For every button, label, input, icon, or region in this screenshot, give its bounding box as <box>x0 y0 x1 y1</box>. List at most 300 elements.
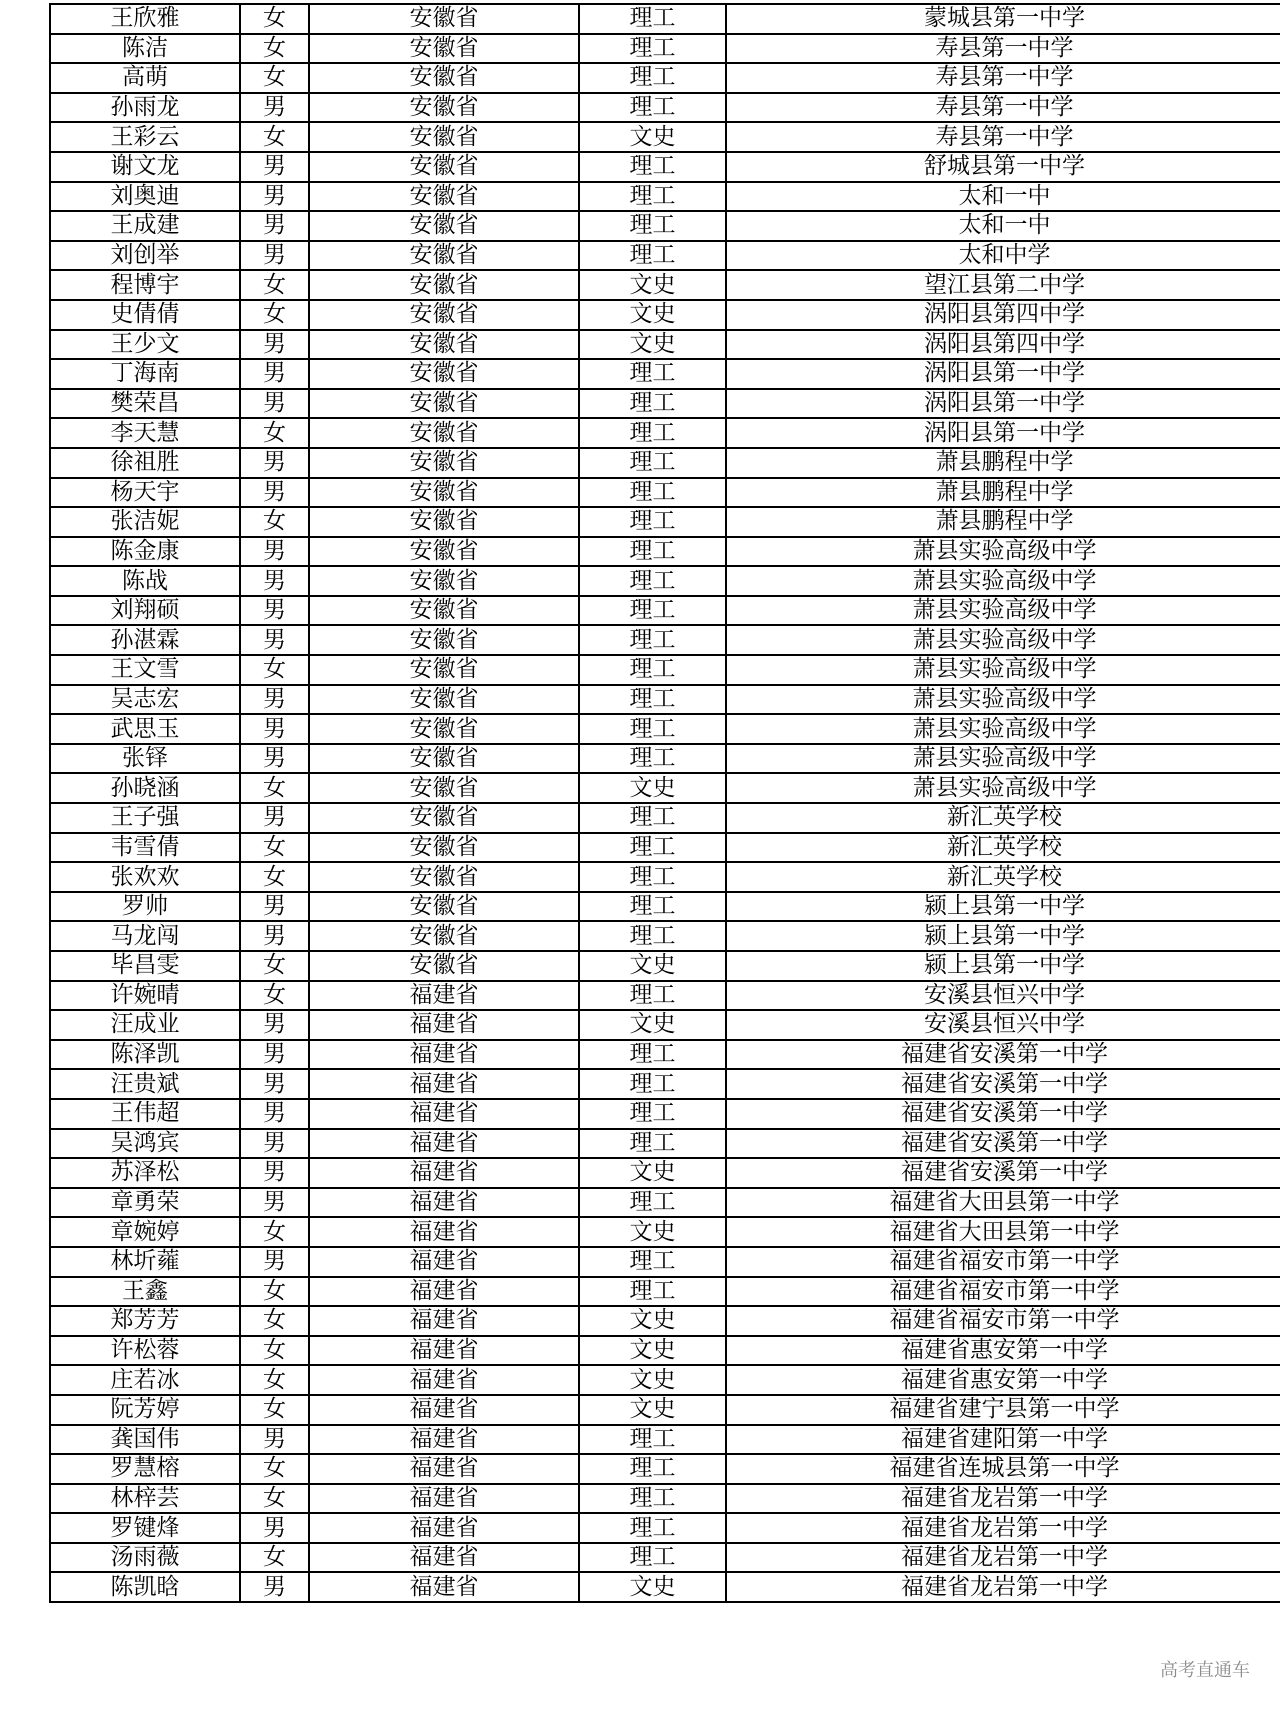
cell-school: 萧县实验高级中学 <box>726 714 1280 744</box>
cell-gender: 男 <box>240 211 309 241</box>
cell-gender: 女 <box>240 34 309 64</box>
cell-gender: 女 <box>240 1336 309 1366</box>
cell-name: 韦雪倩 <box>50 833 240 863</box>
cell-province: 安徽省 <box>309 566 579 596</box>
table-row <box>50 300 1280 330</box>
table-row <box>50 1484 1280 1514</box>
cell-school: 福建省安溪第一中学 <box>726 1158 1280 1188</box>
table-row <box>50 537 1280 567</box>
cell-gender: 男 <box>240 1069 309 1099</box>
cell-track: 理工 <box>579 625 726 655</box>
cell-name: 林梓芸 <box>50 1484 240 1514</box>
table-row <box>50 1306 1280 1336</box>
cell-track: 文史 <box>579 1365 726 1395</box>
cell-track: 理工 <box>579 566 726 596</box>
cell-province: 福建省 <box>309 1217 579 1247</box>
cell-gender: 男 <box>240 1513 309 1543</box>
cell-name: 陈战 <box>50 566 240 596</box>
cell-name: 谢文龙 <box>50 152 240 182</box>
table-row <box>50 744 1280 774</box>
cell-school: 福建省惠安第一中学 <box>726 1336 1280 1366</box>
cell-school: 福建省安溪第一中学 <box>726 1129 1280 1159</box>
cell-track: 理工 <box>579 1513 726 1543</box>
cell-province: 安徽省 <box>309 951 579 981</box>
cell-province: 安徽省 <box>309 241 579 271</box>
cell-name: 李天慧 <box>50 418 240 448</box>
cell-province: 福建省 <box>309 1365 579 1395</box>
cell-track: 理工 <box>579 685 726 715</box>
cell-gender: 男 <box>240 1572 309 1602</box>
table-row <box>50 1454 1280 1484</box>
cell-track: 理工 <box>579 152 726 182</box>
cell-province: 福建省 <box>309 1040 579 1070</box>
table-row <box>50 211 1280 241</box>
cell-gender: 男 <box>240 448 309 478</box>
cell-track: 文史 <box>579 1217 726 1247</box>
cell-province: 安徽省 <box>309 270 579 300</box>
cell-track: 理工 <box>579 1247 726 1277</box>
cell-school: 福建省惠安第一中学 <box>726 1365 1280 1395</box>
cell-gender: 男 <box>240 93 309 123</box>
cell-track: 理工 <box>579 507 726 537</box>
cell-school: 福建省龙岩第一中学 <box>726 1513 1280 1543</box>
cell-school: 福建省连城县第一中学 <box>726 1454 1280 1484</box>
cell-track: 理工 <box>579 803 726 833</box>
cell-province: 福建省 <box>309 1129 579 1159</box>
student-table <box>49 3 1280 1603</box>
table-row <box>50 892 1280 922</box>
cell-gender: 男 <box>240 389 309 419</box>
table-row <box>50 1395 1280 1425</box>
cell-province: 福建省 <box>309 1484 579 1514</box>
cell-province: 安徽省 <box>309 122 579 152</box>
table-row <box>50 152 1280 182</box>
table-row <box>50 330 1280 360</box>
cell-track: 理工 <box>579 478 726 508</box>
cell-gender: 女 <box>240 862 309 892</box>
cell-province: 安徽省 <box>309 300 579 330</box>
cell-school: 寿县第一中学 <box>726 93 1280 123</box>
cell-track: 理工 <box>579 182 726 212</box>
cell-gender: 男 <box>240 685 309 715</box>
cell-province: 安徽省 <box>309 359 579 389</box>
table-row <box>50 1247 1280 1277</box>
cell-track: 理工 <box>579 1040 726 1070</box>
cell-province: 福建省 <box>309 1336 579 1366</box>
cell-school: 寿县第一中学 <box>726 34 1280 64</box>
cell-province: 福建省 <box>309 981 579 1011</box>
cell-gender: 男 <box>240 892 309 922</box>
cell-name: 杨天宇 <box>50 478 240 508</box>
cell-province: 福建省 <box>309 1543 579 1573</box>
cell-name: 许婉晴 <box>50 981 240 1011</box>
cell-school: 福建省龙岩第一中学 <box>726 1572 1280 1602</box>
cell-province: 安徽省 <box>309 803 579 833</box>
cell-name: 张铎 <box>50 744 240 774</box>
cell-name: 樊荣昌 <box>50 389 240 419</box>
cell-gender: 男 <box>240 596 309 626</box>
cell-name: 罗慧榕 <box>50 1454 240 1484</box>
cell-track: 文史 <box>579 1306 726 1336</box>
cell-track: 理工 <box>579 4 726 34</box>
cell-name: 陈泽凯 <box>50 1040 240 1070</box>
cell-gender: 女 <box>240 1454 309 1484</box>
cell-track: 理工 <box>579 1484 726 1514</box>
watermark-text: 高考直通车 <box>1160 1660 1250 1681</box>
cell-gender: 女 <box>240 1306 309 1336</box>
cell-province: 安徽省 <box>309 389 579 419</box>
table-row <box>50 507 1280 537</box>
cell-province: 安徽省 <box>309 773 579 803</box>
cell-school: 萧县鹏程中学 <box>726 507 1280 537</box>
cell-province: 安徽省 <box>309 921 579 951</box>
cell-gender: 男 <box>240 803 309 833</box>
cell-gender: 男 <box>240 330 309 360</box>
cell-school: 安溪县恒兴中学 <box>726 981 1280 1011</box>
cell-name: 张洁妮 <box>50 507 240 537</box>
cell-school: 福建省大田县第一中学 <box>726 1217 1280 1247</box>
table-row <box>50 1099 1280 1129</box>
cell-name: 王少文 <box>50 330 240 360</box>
cell-province: 福建省 <box>309 1277 579 1307</box>
cell-track: 理工 <box>579 418 726 448</box>
cell-school: 涡阳县第一中学 <box>726 418 1280 448</box>
cell-track: 理工 <box>579 1543 726 1573</box>
cell-gender: 男 <box>240 182 309 212</box>
table-row <box>50 93 1280 123</box>
table-row <box>50 1188 1280 1218</box>
cell-gender: 女 <box>240 270 309 300</box>
cell-name: 苏泽松 <box>50 1158 240 1188</box>
cell-province: 福建省 <box>309 1395 579 1425</box>
cell-name: 史倩倩 <box>50 300 240 330</box>
cell-gender: 男 <box>240 152 309 182</box>
cell-gender: 女 <box>240 655 309 685</box>
table-row <box>50 951 1280 981</box>
cell-track: 理工 <box>579 1129 726 1159</box>
table-row <box>50 122 1280 152</box>
table-row <box>50 418 1280 448</box>
cell-gender: 男 <box>240 478 309 508</box>
table-row <box>50 1336 1280 1366</box>
cell-name: 汪成业 <box>50 1010 240 1040</box>
cell-gender: 女 <box>240 1484 309 1514</box>
cell-school: 望江县第二中学 <box>726 270 1280 300</box>
cell-track: 文史 <box>579 300 726 330</box>
cell-school: 涡阳县第四中学 <box>726 300 1280 330</box>
cell-name: 陈凯晗 <box>50 1572 240 1602</box>
cell-gender: 男 <box>240 1158 309 1188</box>
cell-school: 太和中学 <box>726 241 1280 271</box>
cell-school: 萧县实验高级中学 <box>726 625 1280 655</box>
table-row <box>50 1217 1280 1247</box>
cell-track: 理工 <box>579 655 726 685</box>
cell-name: 马龙闯 <box>50 921 240 951</box>
cell-province: 安徽省 <box>309 34 579 64</box>
cell-track: 理工 <box>579 862 726 892</box>
cell-track: 理工 <box>579 1069 726 1099</box>
cell-province: 安徽省 <box>309 93 579 123</box>
cell-province: 安徽省 <box>309 182 579 212</box>
cell-province: 福建省 <box>309 1188 579 1218</box>
cell-school: 涡阳县第一中学 <box>726 359 1280 389</box>
cell-name: 龚国伟 <box>50 1425 240 1455</box>
table-row <box>50 655 1280 685</box>
cell-name: 王子强 <box>50 803 240 833</box>
cell-province: 安徽省 <box>309 744 579 774</box>
cell-track: 理工 <box>579 892 726 922</box>
table-row <box>50 921 1280 951</box>
cell-name: 孙晓涵 <box>50 773 240 803</box>
cell-name: 罗帅 <box>50 892 240 922</box>
cell-gender: 男 <box>240 1099 309 1129</box>
table-row <box>50 1365 1280 1395</box>
cell-track: 文史 <box>579 1572 726 1602</box>
cell-track: 理工 <box>579 93 726 123</box>
cell-name: 庄若冰 <box>50 1365 240 1395</box>
cell-province: 安徽省 <box>309 892 579 922</box>
cell-track: 理工 <box>579 1188 726 1218</box>
cell-school: 涡阳县第一中学 <box>726 389 1280 419</box>
table-row <box>50 981 1280 1011</box>
cell-school: 萧县鹏程中学 <box>726 448 1280 478</box>
cell-name: 王欣雅 <box>50 4 240 34</box>
cell-gender: 女 <box>240 300 309 330</box>
cell-school: 福建省安溪第一中学 <box>726 1040 1280 1070</box>
table-row <box>50 862 1280 892</box>
cell-province: 安徽省 <box>309 4 579 34</box>
cell-name: 刘奥迪 <box>50 182 240 212</box>
cell-gender: 女 <box>240 1217 309 1247</box>
cell-school: 福建省福安市第一中学 <box>726 1247 1280 1277</box>
cell-gender: 男 <box>240 1425 309 1455</box>
cell-school: 新汇英学校 <box>726 803 1280 833</box>
cell-gender: 男 <box>240 359 309 389</box>
cell-track: 文史 <box>579 1010 726 1040</box>
cell-track: 理工 <box>579 833 726 863</box>
cell-province: 安徽省 <box>309 655 579 685</box>
cell-gender: 女 <box>240 63 309 93</box>
table-row <box>50 270 1280 300</box>
cell-name: 林圻蕹 <box>50 1247 240 1277</box>
cell-province: 安徽省 <box>309 211 579 241</box>
cell-school: 颍上县第一中学 <box>726 892 1280 922</box>
cell-gender: 男 <box>240 714 309 744</box>
table-row <box>50 4 1280 34</box>
cell-track: 文史 <box>579 951 726 981</box>
cell-school: 福建省福安市第一中学 <box>726 1277 1280 1307</box>
cell-gender: 女 <box>240 122 309 152</box>
cell-school: 舒城县第一中学 <box>726 152 1280 182</box>
cell-school: 福建省安溪第一中学 <box>726 1099 1280 1129</box>
cell-name: 王鑫 <box>50 1277 240 1307</box>
table-row <box>50 625 1280 655</box>
cell-school: 福建省建阳第一中学 <box>726 1425 1280 1455</box>
cell-track: 理工 <box>579 921 726 951</box>
cell-gender: 男 <box>240 1188 309 1218</box>
cell-school: 新汇英学校 <box>726 833 1280 863</box>
cell-gender: 男 <box>240 921 309 951</box>
cell-school: 寿县第一中学 <box>726 63 1280 93</box>
cell-province: 福建省 <box>309 1069 579 1099</box>
cell-province: 福建省 <box>309 1425 579 1455</box>
cell-name: 刘翔硕 <box>50 596 240 626</box>
table-row <box>50 685 1280 715</box>
cell-school: 新汇英学校 <box>726 862 1280 892</box>
cell-name: 孙雨龙 <box>50 93 240 123</box>
cell-school: 萧县实验高级中学 <box>726 773 1280 803</box>
cell-track: 理工 <box>579 241 726 271</box>
cell-province: 安徽省 <box>309 507 579 537</box>
cell-track: 理工 <box>579 1454 726 1484</box>
table-row <box>50 1425 1280 1455</box>
cell-name: 张欢欢 <box>50 862 240 892</box>
cell-school: 福建省大田县第一中学 <box>726 1188 1280 1218</box>
cell-name: 孙湛霖 <box>50 625 240 655</box>
table-row <box>50 1129 1280 1159</box>
cell-province: 安徽省 <box>309 448 579 478</box>
cell-track: 文史 <box>579 330 726 360</box>
cell-track: 文史 <box>579 1336 726 1366</box>
cell-school: 福建省福安市第一中学 <box>726 1306 1280 1336</box>
cell-school: 颍上县第一中学 <box>726 921 1280 951</box>
cell-name: 章婉婷 <box>50 1217 240 1247</box>
cell-name: 汪贵斌 <box>50 1069 240 1099</box>
cell-gender: 女 <box>240 1543 309 1573</box>
cell-province: 安徽省 <box>309 478 579 508</box>
table-row <box>50 566 1280 596</box>
cell-gender: 女 <box>240 981 309 1011</box>
cell-name: 王成建 <box>50 211 240 241</box>
table-row <box>50 1572 1280 1602</box>
cell-name: 刘创举 <box>50 241 240 271</box>
cell-name: 丁海南 <box>50 359 240 389</box>
cell-school: 萧县实验高级中学 <box>726 537 1280 567</box>
table-row <box>50 773 1280 803</box>
cell-province: 福建省 <box>309 1099 579 1129</box>
table-row <box>50 833 1280 863</box>
cell-school: 寿县第一中学 <box>726 122 1280 152</box>
cell-gender: 女 <box>240 1395 309 1425</box>
cell-name: 陈洁 <box>50 34 240 64</box>
table-row <box>50 1513 1280 1543</box>
table-row <box>50 1158 1280 1188</box>
cell-school: 涡阳县第四中学 <box>726 330 1280 360</box>
cell-name: 王伟超 <box>50 1099 240 1129</box>
cell-name: 毕昌雯 <box>50 951 240 981</box>
cell-gender: 女 <box>240 1277 309 1307</box>
cell-track: 理工 <box>579 359 726 389</box>
table-row <box>50 803 1280 833</box>
cell-name: 吴志宏 <box>50 685 240 715</box>
table-row <box>50 478 1280 508</box>
table-row <box>50 596 1280 626</box>
cell-province: 福建省 <box>309 1454 579 1484</box>
cell-track: 理工 <box>579 34 726 64</box>
cell-gender: 男 <box>240 1247 309 1277</box>
cell-name: 许松蓉 <box>50 1336 240 1366</box>
cell-province: 福建省 <box>309 1247 579 1277</box>
cell-track: 理工 <box>579 1425 726 1455</box>
cell-name: 高萌 <box>50 63 240 93</box>
cell-name: 阮芳婷 <box>50 1395 240 1425</box>
cell-gender: 男 <box>240 1129 309 1159</box>
cell-name: 程博宇 <box>50 270 240 300</box>
table-row <box>50 1040 1280 1070</box>
cell-gender: 男 <box>240 1010 309 1040</box>
cell-province: 安徽省 <box>309 685 579 715</box>
cell-track: 理工 <box>579 448 726 478</box>
cell-gender: 女 <box>240 833 309 863</box>
cell-gender: 女 <box>240 507 309 537</box>
cell-school: 太和一中 <box>726 211 1280 241</box>
cell-track: 理工 <box>579 63 726 93</box>
cell-province: 安徽省 <box>309 625 579 655</box>
cell-province: 安徽省 <box>309 418 579 448</box>
student-table-body <box>50 4 1280 1602</box>
cell-track: 文史 <box>579 122 726 152</box>
cell-track: 理工 <box>579 744 726 774</box>
cell-province: 安徽省 <box>309 862 579 892</box>
cell-track: 理工 <box>579 596 726 626</box>
cell-gender: 女 <box>240 773 309 803</box>
cell-province: 福建省 <box>309 1158 579 1188</box>
cell-school: 萧县实验高级中学 <box>726 566 1280 596</box>
cell-province: 安徽省 <box>309 714 579 744</box>
cell-name: 章勇荣 <box>50 1188 240 1218</box>
table-row <box>50 182 1280 212</box>
table-row <box>50 1010 1280 1040</box>
cell-track: 理工 <box>579 389 726 419</box>
cell-track: 文史 <box>579 773 726 803</box>
cell-province: 安徽省 <box>309 596 579 626</box>
cell-province: 安徽省 <box>309 330 579 360</box>
cell-province: 安徽省 <box>309 63 579 93</box>
cell-province: 福建省 <box>309 1306 579 1336</box>
cell-school: 福建省龙岩第一中学 <box>726 1484 1280 1514</box>
cell-province: 安徽省 <box>309 833 579 863</box>
cell-name: 徐祖胜 <box>50 448 240 478</box>
cell-school: 蒙城县第一中学 <box>726 4 1280 34</box>
cell-name: 郑芳芳 <box>50 1306 240 1336</box>
cell-name: 罗键烽 <box>50 1513 240 1543</box>
cell-school: 萧县实验高级中学 <box>726 596 1280 626</box>
cell-school: 萧县实验高级中学 <box>726 655 1280 685</box>
cell-track: 文史 <box>579 1158 726 1188</box>
cell-name: 汤雨薇 <box>50 1543 240 1573</box>
table-row <box>50 63 1280 93</box>
cell-track: 理工 <box>579 211 726 241</box>
cell-school: 福建省建宁县第一中学 <box>726 1395 1280 1425</box>
cell-school: 福建省龙岩第一中学 <box>726 1543 1280 1573</box>
table-row <box>50 241 1280 271</box>
cell-gender: 女 <box>240 951 309 981</box>
cell-school: 福建省安溪第一中学 <box>726 1069 1280 1099</box>
cell-gender: 男 <box>240 241 309 271</box>
cell-name: 吴鸿宾 <box>50 1129 240 1159</box>
cell-province: 安徽省 <box>309 537 579 567</box>
cell-province: 福建省 <box>309 1513 579 1543</box>
table-row <box>50 359 1280 389</box>
cell-province: 福建省 <box>309 1572 579 1602</box>
table-row <box>50 1543 1280 1573</box>
cell-school: 颍上县第一中学 <box>726 951 1280 981</box>
cell-school: 安溪县恒兴中学 <box>726 1010 1280 1040</box>
cell-gender: 男 <box>240 625 309 655</box>
table-row <box>50 34 1280 64</box>
cell-province: 安徽省 <box>309 152 579 182</box>
cell-track: 理工 <box>579 1277 726 1307</box>
